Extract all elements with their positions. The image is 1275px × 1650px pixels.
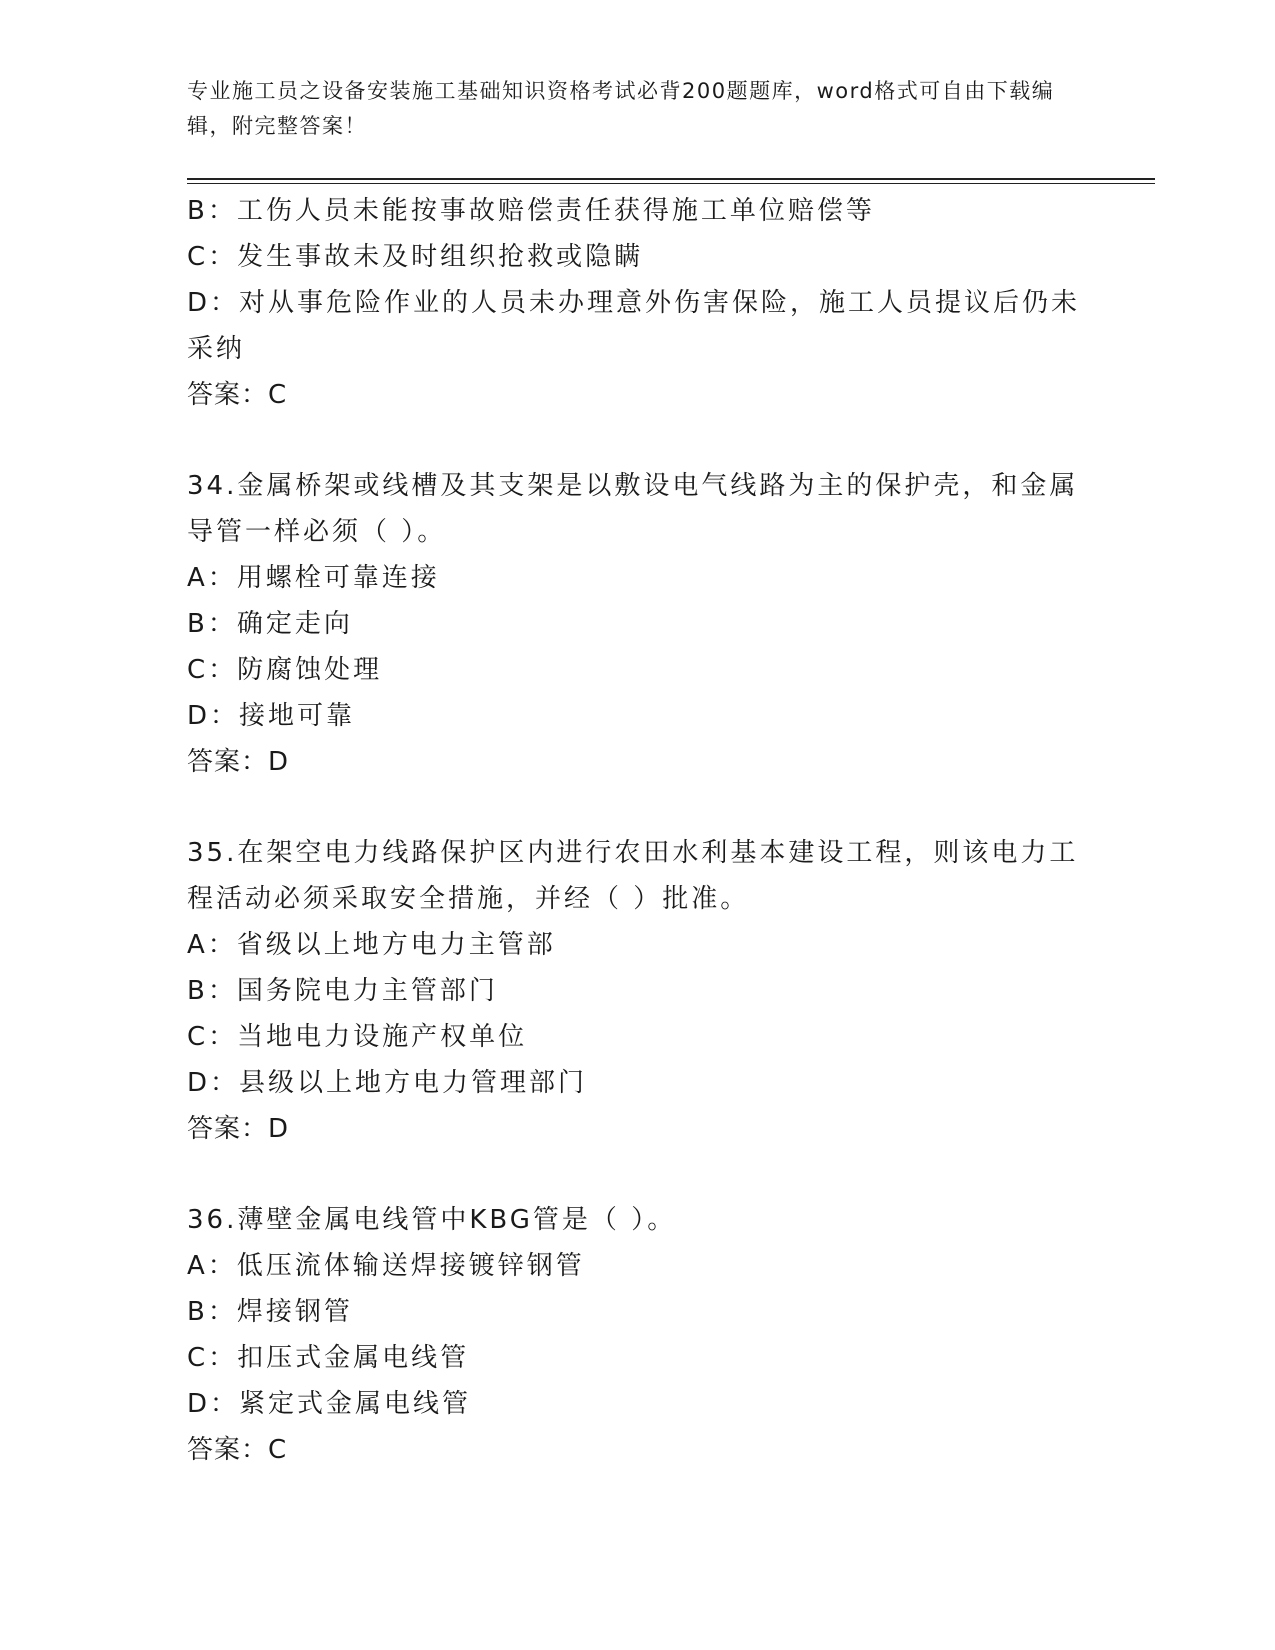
option-a: A：用螺栓可靠连接 [187,563,440,593]
option-d: D：县级以上地方电力管理部门 [187,1068,588,1098]
question-block-36 [187,1197,1087,1473]
header-divider-thin [187,183,1155,184]
option-b: B：工伤人员未能按事故赔偿责任获得施工单位赔偿等 [187,196,875,226]
answer: 答案：D [187,1114,290,1144]
answer: 答案：C [187,1435,288,1465]
option-d: D：接地可靠 [187,701,356,731]
answer: 答案：D [187,747,290,777]
option-d: D：对从事危险作业的人员未办理意外伤害保险，施工人员提议后仍未采纳 [187,288,1081,364]
question-stem: 36.薄壁金属电线管中KBG管是（ ）。 [187,1205,677,1235]
question-stem: 35.在架空电力线路保护区内进行农田水利基本建设工程，则该电力工程活动必须采取安全措施，并经（ ）批准。 [187,838,1079,914]
question-block-35 [187,830,1087,1152]
question-stem: 34.金属桥架或线槽及其支架是以敷设电气线路为主的保护壳，和金属导管一样必须（ ）。 [187,471,1079,547]
header-divider-thick [187,178,1155,180]
option-b: B：确定走向 [187,609,353,639]
question-block-33 [187,188,1087,418]
answer: 答案：C [187,380,288,410]
option-c: C：当地电力设施产权单位 [187,1022,528,1052]
question-list [187,188,1087,1473]
option-c: C：发生事故未及时组织抢救或隐瞒 [187,242,644,272]
option-d: D：紧定式金属电线管 [187,1389,472,1419]
option-a: A：省级以上地方电力主管部 [187,930,556,960]
option-b: B：焊接钢管 [187,1297,353,1327]
option-c: C：防腐蚀处理 [187,655,383,685]
option-a: A：低压流体输送焊接镀锌钢管 [187,1251,585,1281]
document-header: 专业施工员之设备安装施工基础知识资格考试必背200题题库，word格式可自由下载编辑，附完整答案！ [187,79,1055,138]
option-c: C：扣压式金属电线管 [187,1343,470,1373]
option-b: B：国务院电力主管部门 [187,976,498,1006]
question-block-34 [187,463,1087,785]
